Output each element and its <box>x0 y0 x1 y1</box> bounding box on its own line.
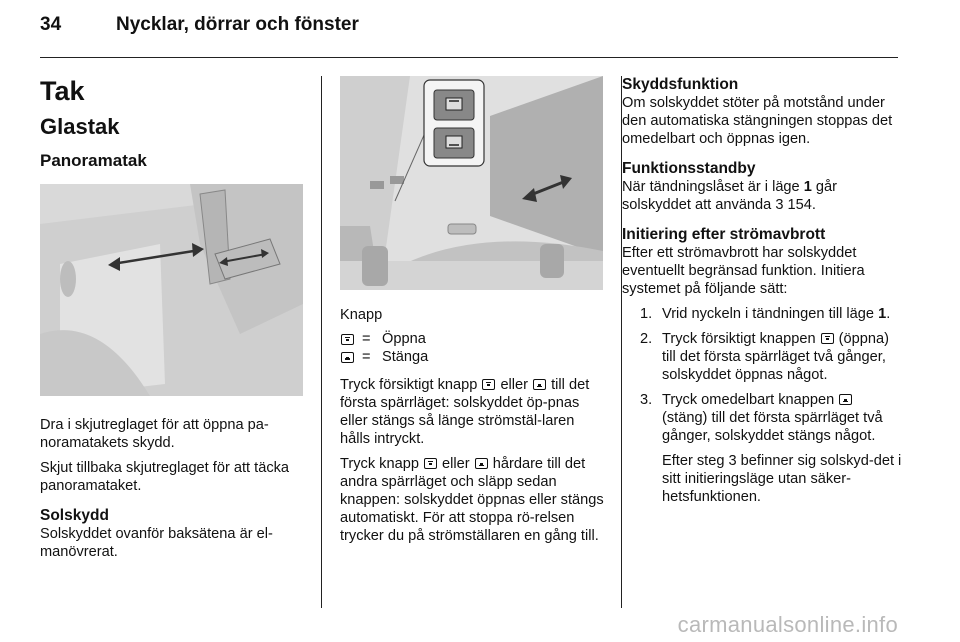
subheading-skyddsfunktion: Skyddsfunktion <box>622 76 739 93</box>
paragraph-after-step-3: Efter steg 3 befinner sig solskyd-det i sitt initieringsläge utan säker-hetsfunktionen. <box>662 453 902 505</box>
page-reference-link[interactable]: 3 154. <box>775 197 816 213</box>
column-2 <box>340 76 606 552</box>
sunshade-close-button-icon <box>533 379 546 390</box>
subheading-glastak: Glastak <box>40 114 120 139</box>
sunshade-close-button-icon <box>475 458 488 469</box>
paragraph-close-cover: Skjut tillbaka skjutreglaget för att täcka panoramataket. <box>40 460 290 494</box>
sunshade-open-button-icon <box>424 458 437 469</box>
paragraph-second-detent: Tryck knapp eller hårdare till det andra spärrläget och släpp sedan knappen: solskyddet öppnas eller stängs automatiskt. För att stoppa rö-relsen trycker du på strömställaren en gång till. <box>340 456 604 544</box>
header-rule <box>40 57 898 58</box>
sunshade-open-button-icon <box>482 379 495 390</box>
sunshade-close-button-icon <box>341 352 354 363</box>
sunshade-buttons-illustration <box>340 76 603 290</box>
list-item: 2. Tryck försiktigt knappen (öppna) till det första spärrläget två gånger, solskyddet öppnas något. <box>640 331 889 383</box>
subheading-solskydd: Solskydd <box>40 507 109 524</box>
paragraph-funktionsstandby: När tändningslåset är i läge 1 går solskyddet att använda 3 154. <box>622 179 837 213</box>
paragraph-initiering: Efter ett strömavbrott har solskyddet eventuellt begränsad funktion. Initiera systemet på följande sätt: <box>622 245 865 297</box>
list-item: 1. Vrid nyckeln i tändningen till läge 1. <box>640 306 891 322</box>
paragraph-first-detent: Tryck försiktigt knapp eller till det första spärrläget: solskyddet öp-pnas eller stängs så länge strömstäl-laren hålls intryckt. <box>340 377 590 447</box>
watermark: carmanualsonline.info <box>677 612 898 637</box>
list-item: 3. Tryck omedelbart knappen (stäng) till det första spärrläget två gånger, solskyddet stängs något. <box>640 392 883 444</box>
subheading-initiering: Initiering efter strömavbrott <box>622 226 826 243</box>
page-number: 34 <box>40 14 62 35</box>
subheading-panoramatak: Panoramatak <box>40 151 147 170</box>
sunshade-close-button-icon <box>839 394 852 405</box>
section-heading-tak: Tak <box>40 76 85 106</box>
paragraph-skyddsfunktion: Om solskyddet stöter på motstånd under den automatiska stängningen stoppas det omedelbart och öppnas igen. <box>622 95 893 147</box>
column-divider-1 <box>321 76 322 608</box>
subheading-funktionsstandby: Funktionsstandby <box>622 160 756 177</box>
legend-row-open <box>340 330 606 348</box>
button-panel-callout <box>424 80 484 166</box>
equals-sign: = <box>362 349 371 365</box>
chapter-title: Nycklar, dörrar och fönster <box>116 14 359 35</box>
page-header <box>40 14 359 44</box>
column-3 <box>622 76 902 518</box>
section-initiering <box>622 226 902 506</box>
equals-sign: = <box>362 331 371 347</box>
legend-row-close <box>340 348 606 366</box>
paragraph-open-cover: Dra i skjutreglaget för att öppna pa-noramatakets skydd. <box>40 417 269 451</box>
button-legend <box>340 330 606 366</box>
initialization-steps <box>622 305 902 445</box>
paragraph-solskydd: Solskyddet ovanför baksätena är el-manövrerat. <box>40 526 273 560</box>
legend-label-close: Stänga <box>382 349 429 365</box>
sunshade-open-button-icon <box>341 334 354 345</box>
section-funktionsstandby <box>622 160 902 214</box>
column-1 <box>40 76 306 568</box>
sunshade-open-button-icon <box>821 333 834 344</box>
legend-label-open: Öppna <box>382 331 426 347</box>
panorama-roof-illustration <box>40 184 303 396</box>
label-knapp: Knapp <box>340 307 383 323</box>
section-skyddsfunktion <box>622 76 902 148</box>
